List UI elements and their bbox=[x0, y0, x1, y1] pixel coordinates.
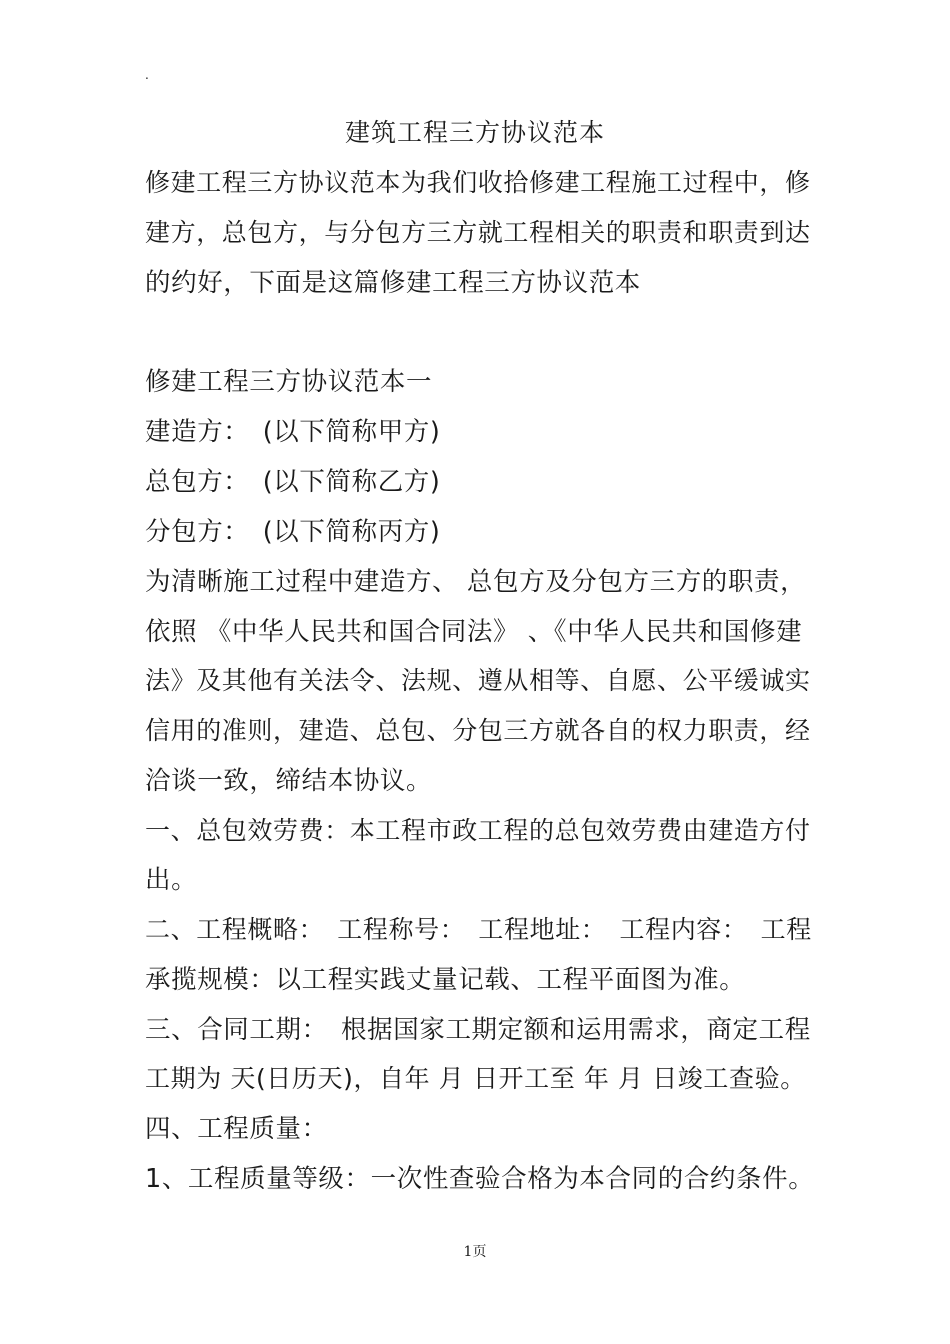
party-c-line: 分包方： (以下简称丙方) bbox=[145, 517, 441, 547]
clause-4-heading: 四、工程质量： bbox=[145, 1114, 328, 1144]
clause-2-line: 承揽规模：以工程实践丈量记载、工程平面图为准。 bbox=[145, 965, 746, 995]
clause-2-line: 二、工程概略： 工程称号： 工程地址： 工程内容： 工程 bbox=[145, 915, 812, 944]
intro-line-3: 的约好，下面是这篇修建工程三方协议范本 bbox=[145, 268, 641, 298]
section-heading: 修建工程三方协议范本一 bbox=[145, 367, 433, 397]
party-a-line: 建造方： (以下简称甲方) bbox=[145, 417, 441, 447]
header-dot: . bbox=[145, 68, 149, 82]
document-title: 建筑工程三方协议范本 bbox=[344, 118, 605, 147]
intro-line-1: 修建工程三方协议范本为我们收拾修建工程施工过程中，修 bbox=[145, 168, 811, 197]
clause-3-line: 三、合同工期： 根据国家工期定额和运用需求，商定工程 bbox=[145, 1015, 811, 1045]
paragraph-line: 法》及其他有关法令、法规、遵从相等、自愿、公平缓诚实 bbox=[145, 666, 811, 695]
paragraph-line: 依照 《中华人民共和国合同法》 、《中华人民共和国修建 bbox=[145, 617, 803, 647]
clause-3-line: 工期为 天(日历天)，自年 月 日开工至 年 月 日竣工查验。 bbox=[145, 1064, 806, 1093]
intro-line-2: 建方，总包方，与分包方三方就工程相关的职责和职责到达 bbox=[145, 218, 811, 247]
paragraph-line: 洽谈一致，缔结本协议。 bbox=[145, 766, 433, 796]
page-number: 1页 bbox=[463, 1244, 487, 1260]
paragraph-line: 信用的准则，建造、总包、分包三方就各自的权力职责，经 bbox=[145, 716, 811, 745]
paragraph-line: 为清晰施工过程中建造方、 总包方及分包方三方的职责， bbox=[145, 567, 807, 597]
clause-4-item-1: 1、工程质量等级：一次性查验合格为本合同的合约条件。 bbox=[145, 1164, 815, 1194]
clause-1-line: 出。 bbox=[145, 865, 198, 895]
party-b-line: 总包方： (以下简称乙方) bbox=[145, 467, 441, 497]
clause-1-line: 一、总包效劳费：本工程市政工程的总包效劳费由建造方付 bbox=[145, 816, 811, 845]
